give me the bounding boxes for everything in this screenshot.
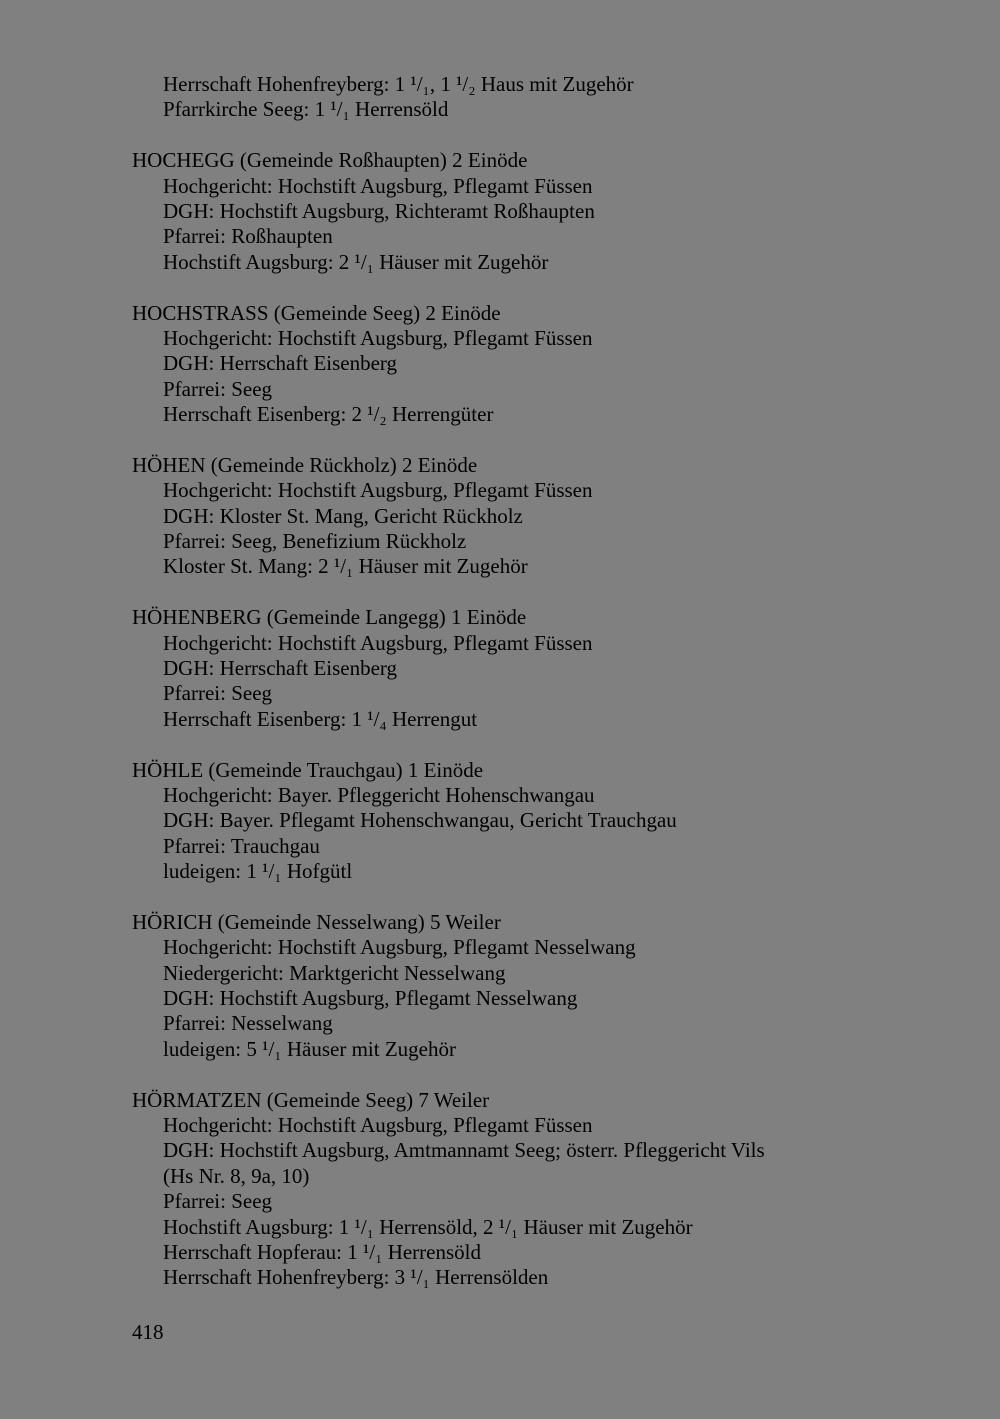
spacer	[0, 732, 1000, 757]
entry-line: Hochgericht: Hochstift Augsburg, Pflegamt Füssen	[163, 478, 593, 503]
entry-line: Hochgericht: Hochstift Augsburg, Pflegamt Füssen	[163, 173, 593, 198]
entry-line: Niedergericht: Marktgericht Nesselwang	[163, 960, 506, 985]
continuation-line: Pfarrkirche Seeg: 1 ¹/₁ Herrensöld	[163, 97, 449, 122]
entry-line: (Hs Nr. 8, 9a, 10)	[163, 1163, 310, 1188]
text-block	[0, 72, 1000, 1291]
entry-line: DGH: Herrschaft Eisenberg	[163, 655, 398, 680]
entry-line: DGH: Hochstift Augsburg, Pflegamt Nesselwang	[163, 986, 578, 1011]
entry-line: Hochstift Augsburg: 2 ¹/₁ Häuser mit Zugehör	[163, 249, 549, 274]
entry-line: Hochgericht: Hochstift Augsburg, Pflegamt Füssen	[163, 325, 593, 350]
entry-line: Pfarrei: Seeg	[163, 376, 273, 401]
entry-heading: HÖHLE (Gemeinde Trauchgau) 1 Einöde	[132, 757, 484, 782]
entry-line: Herrschaft Hohenfreyberg: 3 ¹/₁ Herrensölden	[163, 1265, 549, 1290]
continuation-line: Herrschaft Hohenfreyberg: 1 ¹/₁, 1 ¹/₂ Haus mit Zugehör	[163, 72, 634, 96]
entry-line: DGH: Hochstift Augsburg, Amtmannamt Seeg; österr. Pfleggericht Vils	[163, 1138, 765, 1163]
spacer	[0, 885, 1000, 910]
entry-line: DGH: Herrschaft Eisenberg	[163, 351, 398, 376]
entry-line: Pfarrei: Roßhaupten	[163, 224, 333, 249]
entry-line: DGH: Hochstift Augsburg, Richteramt Roßhaupten	[163, 198, 595, 223]
entry-heading: HÖHENBERG (Gemeinde Langegg) 1 Einöde	[132, 605, 527, 630]
entry-line: Herrschaft Hopferau: 1 ¹/₁ Herrensöld	[163, 1239, 481, 1264]
entry-heading: HÖRICH (Gemeinde Nesselwang) 5 Weiler	[132, 909, 501, 934]
entry-line: Pfarrei: Seeg	[163, 681, 273, 706]
entry-line: Hochgericht: Hochstift Augsburg, Pflegamt Nesselwang	[163, 935, 636, 960]
page-number: 418	[132, 1320, 164, 1344]
entry-line: Herrschaft Eisenberg: 1 ¹/₄ Herrengut	[163, 706, 478, 731]
entry-heading: HOCHEGG (Gemeinde Roßhaupten) 2 Einöde	[132, 148, 528, 173]
entry-line: Hochgericht: Hochstift Augsburg, Pflegamt Füssen	[163, 1113, 593, 1138]
entry-line: Hochgericht: Hochstift Augsburg, Pflegamt Füssen	[163, 630, 593, 655]
spacer	[0, 1062, 1000, 1087]
entry-line: Herrschaft Eisenberg: 2 ¹/₂ Herrengüter	[163, 402, 494, 427]
spacer	[0, 123, 1000, 148]
entry-line: Kloster St. Mang: 2 ¹/₁ Häuser mit Zugehör	[163, 554, 528, 579]
spacer	[0, 275, 1000, 300]
entry-line: Pfarrei: Seeg	[163, 1189, 273, 1214]
entry-line: Pfarrei: Nesselwang	[163, 1011, 333, 1036]
entry-line: ludeigen: 1 ¹/₁ Hofgütl	[163, 859, 353, 884]
entry-heading: HOCHSTRASS (Gemeinde Seeg) 2 Einöde	[132, 300, 501, 325]
entry-line: Pfarrei: Trauchgau	[163, 833, 320, 858]
entry-line: Hochgericht: Bayer. Pfleggericht Hohenschwangau	[163, 782, 595, 807]
entry-heading: HÖHEN (Gemeinde Rückholz) 2 Einöde	[132, 452, 478, 477]
entry-heading: HÖRMATZEN (Gemeinde Seeg) 7 Weiler	[132, 1087, 490, 1112]
spacer	[0, 427, 1000, 452]
entry-line: ludeigen: 5 ¹/₁ Häuser mit Zugehör	[163, 1036, 456, 1061]
entry-line: DGH: Bayer. Pflegamt Hohenschwangau, Gericht Trauchgau	[163, 808, 677, 833]
entry-line: Pfarrei: Seeg, Benefizium Rückholz	[163, 529, 467, 554]
entry-line: DGH: Kloster St. Mang, Gericht Rückholz	[163, 503, 523, 528]
spacer	[0, 580, 1000, 605]
entry-line: Hochstift Augsburg: 1 ¹/₁ Herrensöld, 2 ¹/₁ Häuser mit Zugehör	[163, 1214, 693, 1239]
